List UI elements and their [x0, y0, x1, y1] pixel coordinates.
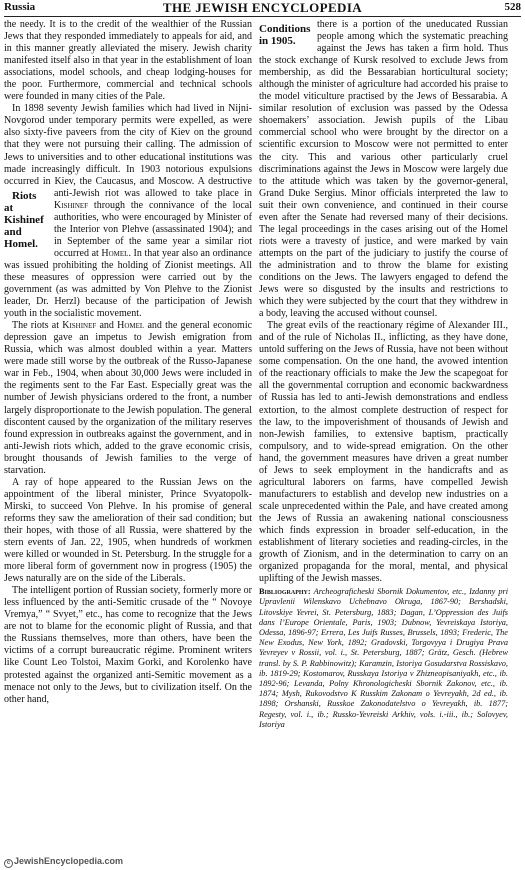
marginal-heading-conditions: Conditions in 1905. — [259, 23, 311, 47]
copyright-icon: c — [4, 859, 13, 868]
paragraph: A ray of hope appeared to the Russian Jews on the appointment of the liberal minister, Prince Svyatopolk-Mirski, to succeed Von Plehve. In his promise of general reforms they saw the amelioration of their sad condition; but their hopes, with those of all Russia, were shattered by the stern events of Jan. 22, 1905, when hundreds of workmen were killed or wounded in St. Petersburg. In the struggle for a more liberal form of government now in progress (1905) the Jews naturally are on the side of the Liberals. — [4, 476, 252, 585]
marginal-heading-riots: Riots at Kishinef and Homel. — [4, 189, 44, 250]
place-name-homel: Homel — [117, 320, 145, 332]
right-column — [259, 19, 508, 854]
paragraph — [4, 320, 252, 477]
header-rule — [4, 16, 521, 17]
paragraph: The intelligent portion of Russian society, formerly more or less influenced by the anti-Semitic crusade of the “ Novoye Vremya,” “ Svyet,” etc., has come to recognize that the Jews are not to blame for the economic plight of Russia, and that the Russians themselves, more than others, have been the victims of a corrupt bureaucratic régime. Prominent writers like Count Leo Tolstoi, Maxim Gorki, and Korolenko have protested against the organized anti-Semitic movement as a menace not only to the Jews, but to civilization itself. On the other hand, — [4, 585, 252, 705]
place-name-homel: Homel — [101, 247, 129, 259]
paragraph: the needy. It is to the credit of the wealthier of the Russian Jews that they responded immediately to appeals for aid, and in this manner greatly alleviated the misery. Jewish charity manifested itself also in that year in the establishment of loan associations, model schools, and cheap lodging-houses for the poor. Furthermore, commercial and technical schools were founded in many cities of the Pale. — [4, 19, 252, 103]
page-header — [4, 0, 521, 15]
place-name-kishinef: Kishinef — [62, 320, 97, 332]
paragraph-text: and — [99, 320, 114, 332]
place-name-kishinef: Kishinef — [54, 199, 89, 211]
paragraph-text: . In that year also an ordinance was issued prohibiting the holding of Zionist meetings. All these measures of oppression were carried out by the government (as was admitted by Von Plehve to the Zionist leader, Dr. Herzl) because of the participation of Jewish youth in the socialistic movement. — [4, 247, 252, 320]
header-article-name: Russia — [4, 1, 36, 13]
paragraph-text: The riots at — [12, 320, 59, 332]
paragraph-text: through the connivance of the local authorities, who were encouraged by Minister of the Interior von Plehve (assassinated 1904); and in September of the same year a similar riot occurred at — [54, 199, 252, 259]
bibliography — [259, 587, 508, 730]
paragraph-text: there is a portion of the uneducated Russian people among which the systematic preaching against the Jews has taken a firm hold. Thus the stock exchange of Kursk resolved to exclude Jews from membership, as did the Bessarabian horticultural society; although the minister of agriculture had accorded his praise to the model viticulture practised by the Jews of Bessarabia. A similar resolution of exclusion was passed by the Odessa shoemakers’ association. Jewish pupils of the Libau commercial school who were brought by the director on a scientific excursion to Moscow were not permitted to enter the city. This and various other particularly cruel discriminations against the Jews in Moscow were largely due to the attitude which was taken by the governor-general, Grand Duke Sergius. Minor officials interpreted the law to suit their own convenience, and continued in their course even after the Senate had reversed many of their decisions. The legal proceedings in the cases arising out of the Homel riots were a travesty of justice, and were marked by vain attempts on the part of the judiciary to justify the course of the administration and to throw the blame for existing conditions on the Jews. The lawyers engaged to defend the Jews were so disgusted by the insults and restrictions to which they were subjected by the court that they withdrew in a body, leaving the accused without counsel. — [259, 19, 508, 320]
footer-site-name: JewishEncyclopedia.com — [14, 856, 124, 866]
paragraph — [4, 103, 252, 320]
header-publication-title: THE JEWISH ENCYCLOPEDIA — [162, 0, 363, 15]
footer-credit — [4, 856, 123, 868]
header-page-number: 528 — [504, 1, 521, 13]
bibliography-text: Archeograficheski Sbornik Dokumentov, etc., Izdanny pri Upravlenii Wilenskavo Uchebnavo Okruga, 1867-90; Bershadski, Litovskiye Yevrei, St. Petersburg, 1883; Dagan, L’Oppression des Juifs dans l’Europe Orientale, Paris, 1903; Dubnow, Yevreiskaya Istoriya, Odessa, 1896-97; Errera, Les Juifs Russes, Brussels, 1893; Frederic, The New Exodus, New York, 1892; Gradovski, Torgovyya i Drugiya Prava Yevreyev v Rossii, vol. i., St. Petersburg, 1887; Grätz, Gesch. (Hebrew transl. by S. P. Rabbinowitz); Karamzin, Istoriya Gosudarstva Rossiskavo, ib. 1819-29; Kostomarov, Russkaya Istoriya v Zhizneopisaniyakh, etc., ib. 1892-96; Levanda, Polny Khronologicheski Sbornik Zakonov, etc., ib. 1874; Mysh, Rukovodstvo K Russkim Zakonam o Yevreyakh, 2d ed., ib. 1898; Orshanski, Russkoe Zakonodatelstvo o Yevreyakh, ib. 1877; Regesty, vol. i., ib.; Russko-Yevreiski Arkhiv, vols. i.-iii., ib.; Solovyev, Istoriya — [259, 587, 508, 729]
left-column — [4, 19, 252, 854]
paragraph — [259, 19, 508, 320]
bibliography-label: Bibliography: — [259, 587, 311, 597]
paragraph-text: In 1898 seventy Jewish families which had lived in Nijni-Novgorod under temporary permits were expelled, as were also sixty-five paveers from the city of Kiev on the ground that they were not pursuing their calling. The admission of Jews to universities and to other educational institutions was made increasingly difficult. In 1903 notorious expulsions occurred in Kiev, the Caucasus, and Moscow. A destructive anti-Jewish riot was allowed to take place in — [4, 103, 252, 199]
paragraph: The great evils of the reactionary régime of Alexander III., and of the rule of Nicholas II., inflicting, as they have done, untold suffering on the Jews of Russia, have not been without some compensation. On the one hand, the avowed intention of the reactionary officials to make the Jew the scapegoat for all the governmental corruption and economic backwardness of Russia has led to anti-Jewish demonstrations and endless extortion, to the almost complete destruction of respect for the law, to the impoverishment of thousands of Jewish and non-Jewish families, to extensive baptism, practically compulsory, and to wide-spread emigration. On the other hand, the government measures have driven a great number of Jews to seek employment in the handicrafts and as agricultural laborers on farms, have compelled Jewish manufacturers to establish and develop new industries on a scale unprecedented within the Pale, and have created among the Jews of Russia an awakening national consciousness which finds expression in broader self-education, in the establishment of literary societies and reading-circles, in the growth of Zionism, and in the determination to carry on an organized propaganda for the moral, mental, and physical uplifting of the Jewish masses. — [259, 320, 508, 585]
paragraph-text: and the general economic depression gave an impetus to Jewish emigration from Russia, which was almost doubled within a year. Matters were made still worse by the outbreak of the Russo-Japanese war in Feb., 1904, when about 30,000 Jews were included in the regiments sent to the Far East. Especially great was the number of Jewish physicians ordered to the front, a number largely disproportionate to the Jewish population. The general discontent caused by the organization of the military reserves found expression in outbreaks against the government, and in anti-Jewish riots which, added to the grave economic crisis, brought thousands of Jewish families to the verge of starvation. — [4, 320, 252, 476]
